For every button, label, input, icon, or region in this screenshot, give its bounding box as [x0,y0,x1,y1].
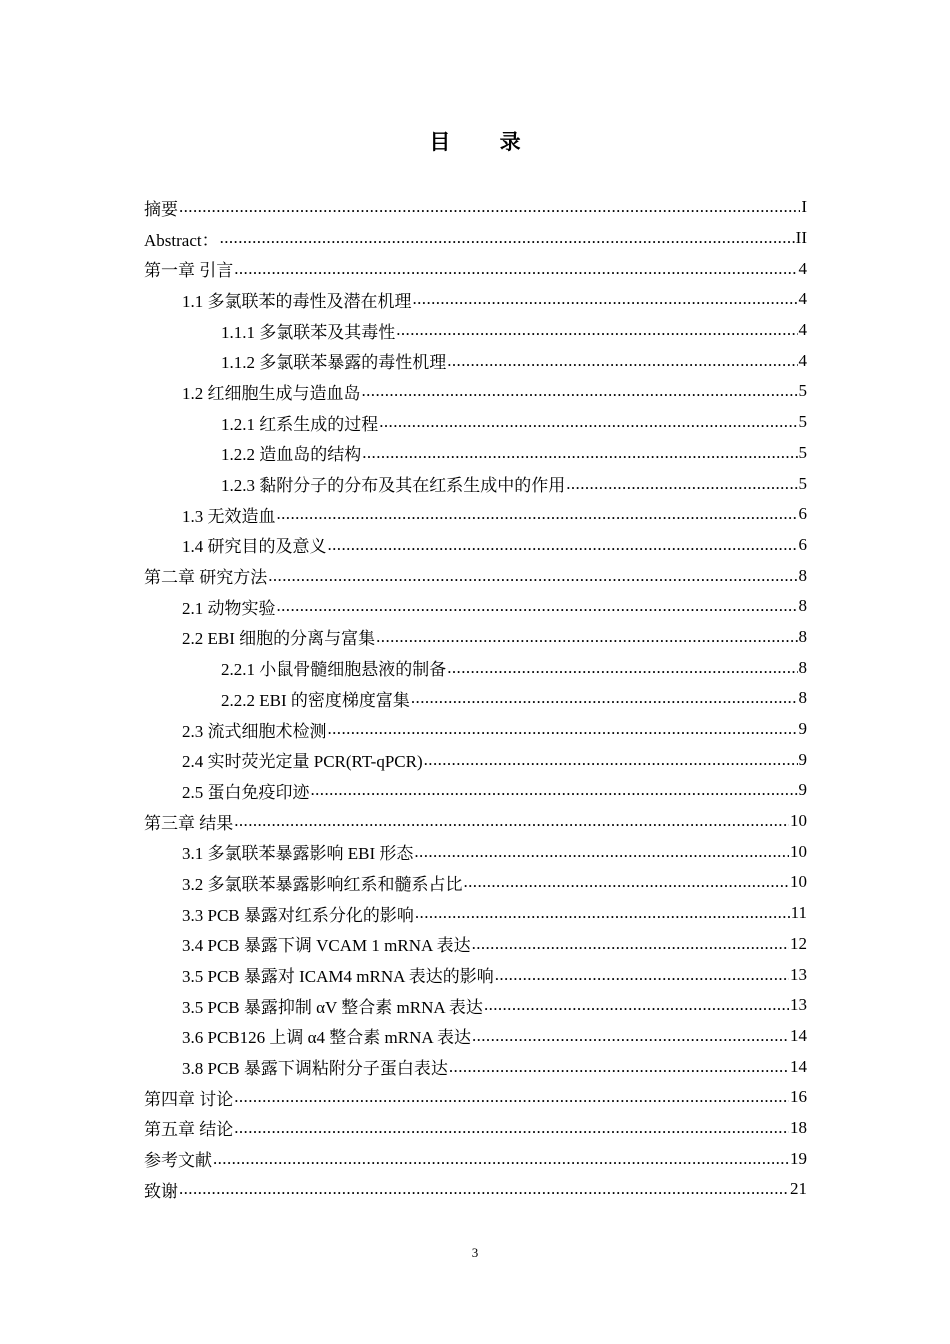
toc-dot-leader [396,320,797,340]
toc-entry-page: 19 [790,1148,807,1168]
toc-entry[interactable] [144,1051,807,1082]
toc-entry-title: 致谢 [144,1181,178,1201]
toc-entry-title: 1.2 红细胞生成与造血岛 [182,383,361,403]
toc-entry-page: 18 [790,1117,807,1137]
toc-entry-title: 第五章 结论 [144,1120,234,1140]
toc-dot-leader [472,1026,789,1046]
toc-entry[interactable] [144,192,807,223]
toc-entry-title: 2.2.2 EBI 的密度梯度富集 [221,690,410,710]
toc-entry-page: 9 [798,719,807,739]
toc-dot-leader [376,627,797,647]
toc-entry[interactable] [144,499,807,530]
toc-entry[interactable] [144,1174,807,1205]
toc-dot-leader [362,443,797,463]
toc-entry-page: 9 [798,749,807,769]
toc-entry-title: 3.5 PCB 暴露对 ICAM4 mRNA 表达的影响 [182,967,494,987]
toc-dot-leader [328,535,798,555]
toc-entry[interactable] [144,223,807,254]
toc-entry-title: 3.2 多氯联苯暴露影响红系和髓系占比 [182,874,463,894]
toc-entry[interactable] [144,284,807,315]
toc-entry-title: 3.1 多氯联苯暴露影响 EBI 形态 [182,844,414,864]
toc-entry-title: 3.8 PCB 暴露下调粘附分子蛋白表达 [182,1059,448,1079]
toc-entry-title: 摘要 [144,199,178,219]
toc-entry[interactable] [144,898,807,929]
toc-entry[interactable] [144,1082,807,1113]
toc-entry[interactable] [144,683,807,714]
toc-entry-page: 4 [798,258,807,278]
toc-entry-title: 1.3 无效造血 [182,506,276,526]
toc-entry-page: 10 [790,841,807,861]
toc-entry-page: 14 [790,1025,807,1045]
toc-dot-leader [234,811,789,831]
toc-entry-title: 1.2.1 红系生成的过程 [221,414,379,434]
toc-entry[interactable] [144,591,807,622]
toc-entry-title: 第三章 结果 [144,813,234,833]
page-title: 目 录 [429,130,543,154]
toc-entry-page: 13 [790,995,807,1015]
toc-entry-title: 第四章 讨论 [144,1089,234,1109]
toc-entry-page: 21 [790,1179,807,1199]
toc-entry-title: 2.4 实时荧光定量 PCR(RT-qPCR) [182,752,423,772]
toc-entry-page: 8 [798,626,807,646]
toc-entry[interactable] [144,744,807,775]
toc-entry-title: 2.5 蛋白免疫印迹 [182,782,310,802]
toc-dot-leader [220,228,795,248]
toc-entry[interactable] [144,315,807,346]
toc-entry-page: 16 [790,1087,807,1107]
toc-entry-page: 8 [798,596,807,616]
toc-entry-title: 1.1 多氯联苯的毒性及潜在机理 [182,291,412,311]
toc-entry-page: 12 [790,933,807,953]
toc-entry-title: 1.1.2 多氯联苯暴露的毒性机理 [221,353,447,373]
toc-dot-leader [213,1149,789,1169]
toc-entry[interactable] [144,990,807,1021]
toc-dot-leader [362,381,798,401]
toc-dot-leader [464,872,790,892]
toc-entry[interactable] [144,1113,807,1144]
toc-entry-page: 6 [798,534,807,554]
toc-dot-leader [234,1087,789,1107]
toc-entry-title: 3.6 PCB126 上调 α4 整合素 mRNA 表达 [182,1028,471,1048]
toc-dot-leader [179,197,800,217]
toc-entry-title: 1.4 研究目的及意义 [182,537,327,557]
toc-entry-page: 8 [798,688,807,708]
toc-dot-leader [424,750,798,770]
toc-entry[interactable] [144,1021,807,1052]
toc-entry[interactable] [144,806,807,837]
toc-dot-leader [234,259,797,279]
toc-entry-page: 13 [790,964,807,984]
toc-entry[interactable] [144,836,807,867]
toc-entry-title: 参考文献 [144,1151,212,1171]
toc-entry[interactable] [144,407,807,438]
toc-entry-title: 第二章 研究方法 [144,568,268,588]
toc-dot-leader [413,289,798,309]
toc-entry-page: 11 [790,903,807,923]
toc-dot-leader [311,780,798,800]
toc-dot-leader [566,474,797,494]
toc-dot-leader [472,934,789,954]
toc-entry-title: 2.2.1 小鼠骨髓细胞悬液的制备 [221,660,447,680]
toc-entry-title: 2.2 EBI 细胞的分离与富集 [182,629,376,649]
toc-entry-page: 8 [798,657,807,677]
toc-entry-page: 6 [798,504,807,524]
toc-entry-page: II [795,228,807,248]
toc-dot-leader [234,1118,789,1138]
toc-entry-page: 4 [798,320,807,340]
toc-entry[interactable] [144,652,807,683]
toc-entry-title: 1.2.3 黏附分子的分布及其在红系生成中的作用 [221,476,566,496]
toc-entry-page: 5 [798,442,807,462]
toc-entry-page: 5 [798,412,807,432]
toc-entry[interactable] [144,929,807,960]
toc-dot-leader [277,596,798,616]
toc-entry[interactable] [144,530,807,561]
toc-entry-page: 9 [798,780,807,800]
toc-entry[interactable] [144,714,807,745]
toc-entry-page: 4 [798,289,807,309]
toc-dot-leader [268,566,797,586]
toc-dot-leader [415,903,790,923]
toc-entry[interactable] [144,345,807,376]
toc-entry-page: 10 [790,872,807,892]
toc-entry[interactable] [144,376,807,407]
toc-entry[interactable] [144,959,807,990]
toc-entry-title: 2.1 动物实验 [182,598,276,618]
toc-dot-leader [447,351,797,371]
toc-entry[interactable] [144,438,807,469]
toc-dot-leader [179,1179,789,1199]
toc-entry[interactable] [144,560,807,591]
toc-entry-title: Abstract： [144,230,219,250]
toc-entry[interactable] [144,867,807,898]
toc-entry-title: 1.2.2 造血岛的结构 [221,445,362,465]
toc-dot-leader [449,1057,789,1077]
toc-dot-leader [379,412,797,432]
toc-dot-leader [328,719,798,739]
toc-entry-page: 4 [798,350,807,370]
toc-entry-page: 8 [798,565,807,585]
toc-entry-title: 2.3 流式细胞术检测 [182,721,327,741]
toc-dot-leader [447,658,797,678]
toc-entry-title: 3.3 PCB 暴露对红系分化的影响 [182,905,414,925]
toc-entry-title: 3.4 PCB 暴露下调 VCAM 1 mRNA 表达 [182,936,471,956]
table-of-contents [144,192,807,1205]
toc-entry[interactable] [144,622,807,653]
toc-entry-title: 1.1.1 多氯联苯及其毒性 [221,322,396,342]
toc-dot-leader [414,842,789,862]
toc-dot-leader [411,688,798,708]
toc-entry-page: 5 [798,381,807,401]
toc-entry[interactable] [144,775,807,806]
toc-entry-title: 3.5 PCB 暴露抑制 αV 整合素 mRNA 表达 [182,997,483,1017]
toc-entry[interactable] [144,253,807,284]
toc-entry[interactable] [144,1143,807,1174]
toc-entry-page: 5 [798,473,807,493]
toc-dot-leader [484,995,789,1015]
toc-dot-leader [277,504,798,524]
toc-entry-page: 10 [790,811,807,831]
toc-dot-leader [495,965,789,985]
page-number: 3 [471,1245,479,1260]
toc-entry[interactable] [144,468,807,499]
toc-entry-title: 第一章 引言 [144,261,234,281]
toc-entry-page: 14 [790,1056,807,1076]
toc-entry-page: I [801,197,807,217]
